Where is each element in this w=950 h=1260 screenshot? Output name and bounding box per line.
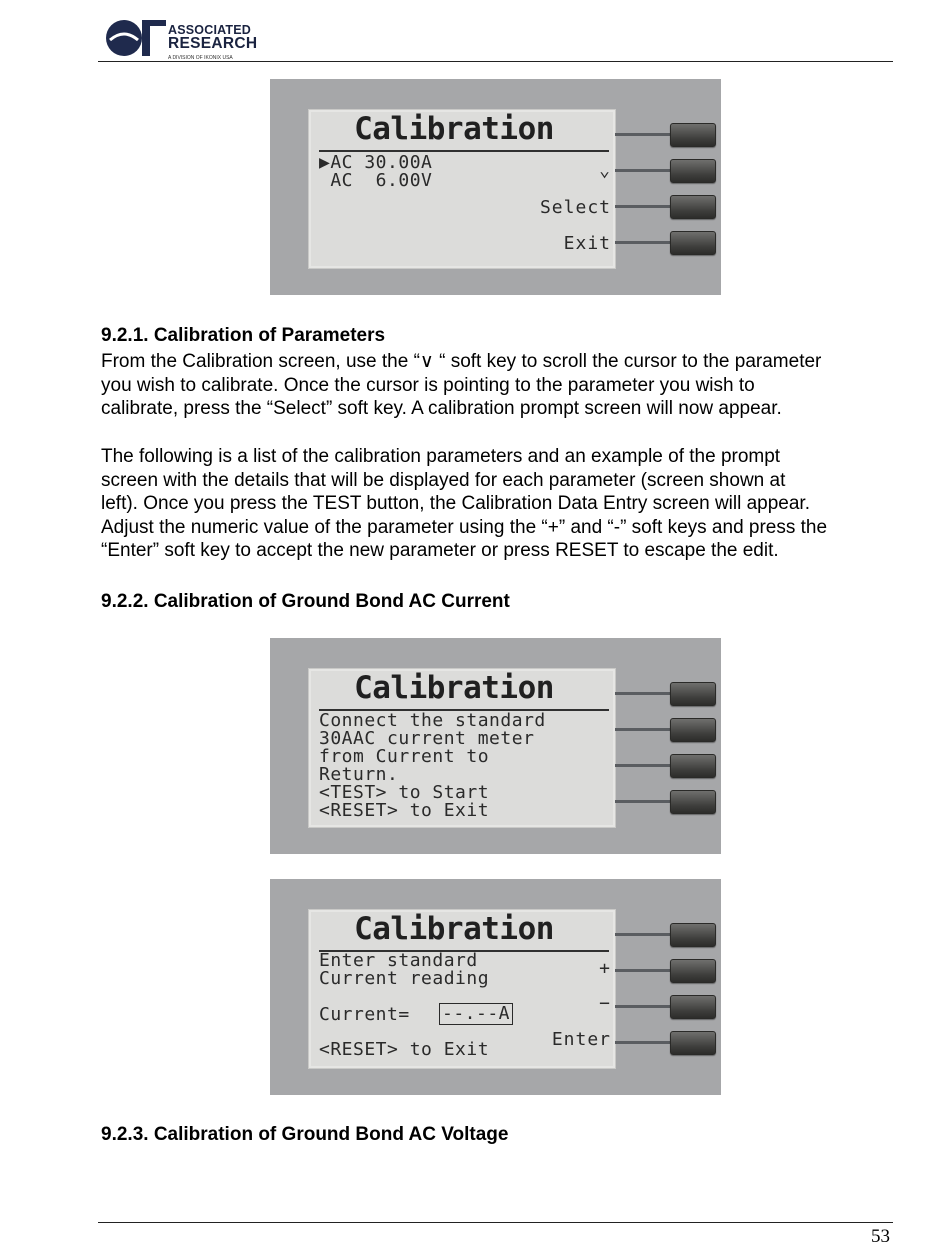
screen-title: Calibration bbox=[354, 111, 554, 147]
page-number: 53 bbox=[871, 1226, 890, 1247]
text-line: “Enter” soft key to accept the new parameter or press RESET to escape the edit. bbox=[101, 540, 779, 561]
text-line: screen with the details that will be displayed for each parameter (screen shown at bbox=[101, 469, 786, 491]
softkey-connector bbox=[615, 169, 673, 172]
heading-9-2-1: 9.2.1. Calibration of Parameters bbox=[101, 325, 386, 346]
softkey-3 bbox=[670, 195, 716, 219]
paragraph-parameter-list bbox=[101, 445, 901, 563]
softkey-label-exit: Exit bbox=[563, 233, 611, 254]
softkey-1 bbox=[670, 682, 716, 706]
prompt-line: 30AAC current meter bbox=[319, 728, 535, 749]
paragraph-calibration-intro bbox=[101, 350, 901, 421]
lcd-screen bbox=[308, 109, 616, 269]
softkey-2 bbox=[670, 718, 716, 742]
lcd-screen bbox=[308, 909, 616, 1069]
softkey-1 bbox=[670, 123, 716, 147]
softkey-connector bbox=[615, 133, 673, 136]
softkey-1 bbox=[670, 923, 716, 947]
softkey-connector bbox=[615, 764, 673, 767]
prompt-line: Return. bbox=[319, 764, 399, 785]
prompt-line: <TEST> to Start bbox=[319, 782, 490, 803]
text-line: Adjust the numeric value of the parameter using the “+” and “-” soft keys and press the bbox=[101, 516, 828, 538]
softkey-connector bbox=[615, 969, 673, 972]
heading-9-2-2: 9.2.2. Calibration of Ground Bond AC Current bbox=[101, 591, 510, 612]
screen-title: Calibration bbox=[354, 670, 554, 706]
prompt-line: from Current to bbox=[319, 746, 490, 767]
screen-title: Calibration bbox=[354, 911, 554, 947]
lcd-screen bbox=[308, 668, 616, 828]
softkey-label-enter: Enter bbox=[551, 1029, 611, 1050]
brand-name bbox=[168, 24, 257, 50]
brand-tagline: A DIVISION OF IKONIX USA bbox=[168, 55, 233, 61]
logo-mark-icon bbox=[104, 12, 166, 58]
softkey-connector bbox=[615, 692, 673, 695]
text-line: you wish to calibrate. Once the cursor is pointing to the parameter you wish to bbox=[101, 374, 755, 396]
softkey-3 bbox=[670, 754, 716, 778]
brand-line-1: ASSOCIATED bbox=[168, 23, 252, 37]
softkey-label-select: Select bbox=[539, 197, 611, 218]
header-rule bbox=[98, 61, 893, 62]
softkey-connector bbox=[615, 933, 673, 936]
reset-exit-hint: <RESET> to Exit bbox=[319, 1039, 490, 1060]
current-label: Current= bbox=[319, 1004, 410, 1025]
brand-line-2: RESEARCH bbox=[168, 35, 258, 52]
connect-standard-panel bbox=[270, 638, 721, 854]
softkey-3 bbox=[670, 995, 716, 1019]
softkey-label-down: ⌄ bbox=[599, 160, 611, 181]
prompt-line: <RESET> to Exit bbox=[319, 800, 490, 821]
company-logo bbox=[104, 12, 264, 61]
prompt-line: Current reading bbox=[319, 968, 490, 989]
softkey-connector bbox=[615, 728, 673, 731]
text-line: The following is a list of the calibration parameters and an example of the prompt bbox=[101, 446, 781, 467]
softkey-4 bbox=[670, 790, 716, 814]
softkey-label-minus: − bbox=[599, 993, 611, 1014]
text-line: calibrate, press the “Select” soft key. A calibration prompt screen will now appear. bbox=[101, 398, 782, 419]
current-value-field: --.--A bbox=[439, 1003, 513, 1025]
softkey-connector bbox=[615, 241, 673, 244]
softkey-label-plus: + bbox=[599, 958, 611, 979]
heading-9-2-3: 9.2.3. Calibration of Ground Bond AC Voltage bbox=[101, 1124, 509, 1145]
softkey-4 bbox=[670, 231, 716, 255]
softkey-connector bbox=[615, 1005, 673, 1008]
softkey-4 bbox=[670, 1031, 716, 1055]
param-line-ac-current: ▶AC 30.00A bbox=[319, 152, 433, 173]
footer-rule bbox=[98, 1222, 893, 1223]
calibration-menu-panel bbox=[270, 79, 721, 295]
prompt-line: Connect the standard bbox=[319, 710, 546, 731]
softkey-2 bbox=[670, 159, 716, 183]
text-line: From the Calibration screen, use the “∨ “ soft key to scroll the cursor to the parameter bbox=[101, 351, 822, 372]
softkey-connector bbox=[615, 800, 673, 803]
prompt-line: Enter standard bbox=[319, 950, 478, 971]
softkey-2 bbox=[670, 959, 716, 983]
text-line: left). Once you press the TEST button, the Calibration Data Entry screen will appear. bbox=[101, 493, 810, 514]
enter-reading-panel bbox=[270, 879, 721, 1095]
softkey-connector bbox=[615, 1041, 673, 1044]
softkey-connector bbox=[615, 205, 673, 208]
param-line-ac-voltage: AC 6.00V bbox=[319, 170, 433, 191]
